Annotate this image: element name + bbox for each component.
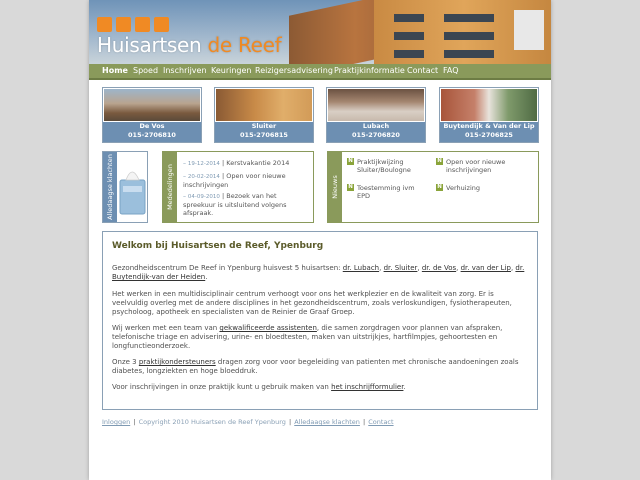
nav-keuringen[interactable]: Keuringen xyxy=(211,66,252,75)
mededeling-text: Kerstvakantie 2014 xyxy=(226,159,290,167)
news-icon: N xyxy=(437,158,442,164)
nieuws-text: Praktijkwijzing Sluiter/Boulogne xyxy=(357,158,411,174)
intro-paragraph: Gezondheidscentrum De Reef in Ypenburg huisvest 5 huisartsen: dr. Lubach, dr. Sluiter, dr. de Vos, dr. van der Lip, dr. Buytendijk-van der Heiden. xyxy=(112,264,525,281)
inschrijving-text-post: . xyxy=(403,383,406,391)
nav-contact[interactable]: Contact xyxy=(407,66,439,75)
nieuws-text: Open voor nieuwe inschrijvingen xyxy=(446,158,506,174)
footer-login-link[interactable]: Inloggen xyxy=(102,418,131,426)
doctor-photo xyxy=(104,89,200,121)
main-nav xyxy=(89,64,551,80)
assistenten-paragraph xyxy=(112,324,530,351)
nav-praktijkinformatie[interactable]: Praktijkinformatie xyxy=(334,66,405,75)
nav-inschrijven[interactable]: Inschrijven xyxy=(163,66,207,75)
intro-text: Gezondheidscentrum De Reef in Ypenburg huisvest 5 huisartsen: xyxy=(112,264,343,272)
logo-square-icon xyxy=(116,17,131,32)
pok-text-pre: Onze 3 xyxy=(112,358,139,366)
doctor-card-sluiter[interactable] xyxy=(214,87,314,143)
main-content xyxy=(102,231,538,410)
news-icon: N xyxy=(348,184,353,190)
separator: | xyxy=(221,172,225,180)
mededeling-date: 20-02-2014 xyxy=(187,174,220,180)
link-dr-de-vos[interactable]: dr. de Vos xyxy=(421,264,457,272)
footer-klachten-link[interactable]: Alledaagse klachten xyxy=(294,418,360,426)
page-title: Welkom bij Huisartsen de Reef, Ypenburg xyxy=(112,241,324,251)
doctor-photo xyxy=(328,89,424,121)
banner-building-right xyxy=(374,0,551,64)
news-icon: N xyxy=(348,158,353,164)
logo-main-text: Huisartsen xyxy=(97,33,202,57)
nav-faq[interactable]: FAQ xyxy=(443,66,459,75)
mededeling-item[interactable] xyxy=(183,159,311,168)
nieuws-tab xyxy=(328,152,342,222)
news-icon: N xyxy=(437,184,442,190)
nav-home[interactable]: Home xyxy=(102,66,128,75)
nieuws-panel xyxy=(327,151,539,223)
mededeling-item[interactable] xyxy=(183,192,311,217)
separator: | xyxy=(221,192,225,200)
nieuws-text: Verhuizing xyxy=(446,184,481,192)
assistenten-text-pre: Wij werken met een team van xyxy=(112,324,220,332)
nieuws-item[interactable] xyxy=(436,184,534,192)
logo-square-icon xyxy=(154,17,169,32)
klachten-panel[interactable] xyxy=(102,151,148,223)
nav-spoed[interactable]: Spoed xyxy=(133,66,159,75)
doctor-photo xyxy=(216,89,312,121)
nieuws-item[interactable] xyxy=(347,158,433,174)
doctor-phone: 015-2706825 xyxy=(465,131,513,139)
inschrijving-text-pre: Voor inschrijvingen in onze praktijk kunt u gebruik maken van xyxy=(112,383,332,391)
inschrijving-paragraph xyxy=(112,383,530,392)
separator: | xyxy=(362,418,366,426)
doctor-caption xyxy=(440,122,538,142)
mededeling-date: 04-09-2010 xyxy=(187,194,220,200)
link-assistenten[interactable]: gekwalificeerde assistenten xyxy=(219,324,317,332)
assistenten-text-post: , die samen zorgdragen voor plannen van afspraken, telefonische triage en advisering, urine- en bloedtesten, maken van uitstrijkjes, hartfilmpjes, gehoortesten en longfunctieonderzoek. xyxy=(112,324,503,350)
logo-square-icon xyxy=(97,17,112,32)
bullet: – xyxy=(183,160,188,167)
bullet: – xyxy=(183,193,188,200)
mededeling-text: Open voor nieuwe inschrijvingen xyxy=(183,172,286,189)
doctor-phone: 015-2706815 xyxy=(240,131,288,139)
link-praktijkondersteuners[interactable]: praktijkondersteuners xyxy=(138,358,216,366)
doctor-phone: 015-2706820 xyxy=(352,131,400,139)
mededeling-item[interactable] xyxy=(183,172,311,189)
mededeling-text: Bezoek van het spreekuur is uitsluitend volgens afspraak. xyxy=(183,192,287,217)
nieuws-item[interactable] xyxy=(347,184,433,200)
header-banner xyxy=(89,0,551,64)
doctor-caption xyxy=(103,122,201,142)
logo-accent-text: de Reef xyxy=(207,33,282,57)
tissue-box-icon xyxy=(119,160,146,216)
mededelingen-title: Mededelingen xyxy=(166,164,174,210)
nieuws-title: Nieuws xyxy=(331,175,339,199)
mededelingen-tab xyxy=(163,152,177,222)
separator: | xyxy=(133,418,136,426)
mededelingen-panel xyxy=(162,151,314,223)
multidisciplinair-paragraph: Het werken in een multidisciplinair centrum verhoogt voor ons het werkplezier en de kwaliteit van zorg. Er is veelvuldig overleg met de andere disciplines in het gezondheidscentrum, zoals verloskundigen, fysiotherapeuten, psycholoog, apotheek en specialisten van de Reinier de Graaf Groep. xyxy=(112,290,512,316)
separator: | xyxy=(221,159,225,167)
page-wrapper xyxy=(89,0,551,480)
link-dr-van-der-lip[interactable]: dr. van der Lip xyxy=(460,264,511,272)
link-dr-lubach[interactable]: dr. Lubach xyxy=(342,264,380,272)
doctor-phone: 015-2706810 xyxy=(128,131,176,139)
klachten-title: Alledaagse klachten xyxy=(106,154,114,220)
separator: | xyxy=(288,418,292,426)
doctor-name: De Vos xyxy=(139,122,165,130)
doctor-name: Buytendijk & Van der Lip xyxy=(443,122,535,130)
pok-text-post: dragen zorg voor voor begeleiding van patienten met chronische aandoeningen zoals diabetes, longziekten en hoge bloeddruk. xyxy=(112,358,519,375)
mededeling-date: 19-12-2014 xyxy=(187,161,220,167)
nav-reizigersadvisering[interactable]: Reizigersadvisering xyxy=(255,66,333,75)
doctor-card-de-vos[interactable] xyxy=(102,87,202,143)
site-logo[interactable] xyxy=(97,33,281,57)
link-dr-buytendijk[interactable]: dr. Buytendijk-van der Heiden xyxy=(112,264,525,281)
bullet: – xyxy=(183,173,188,180)
footer-copyright: Copyright 2010 Huisartsen de Reef Ypenburg xyxy=(138,418,286,426)
doctor-name: Sluiter xyxy=(251,122,277,130)
link-dr-sluiter[interactable]: dr. Sluiter xyxy=(383,264,418,272)
doctor-caption xyxy=(327,122,425,142)
footer-contact-link[interactable]: Contact xyxy=(368,418,394,426)
doctor-name: Lubach xyxy=(362,122,390,130)
doctor-card-lubach[interactable] xyxy=(326,87,426,143)
praktijkondersteuners-paragraph xyxy=(112,358,530,376)
doctor-card-buytendijk-van-der-lip[interactable] xyxy=(439,87,539,143)
doctor-caption xyxy=(215,122,313,142)
link-inschrijfformulier[interactable]: het inschrijfformulier xyxy=(331,383,404,391)
klachten-tab xyxy=(103,152,117,222)
nieuws-item[interactable] xyxy=(436,158,534,174)
footer xyxy=(102,418,394,426)
doctor-photo xyxy=(441,89,537,121)
nieuws-text: Toestemming ivm EPD xyxy=(357,184,415,200)
logo-square-icon xyxy=(135,17,150,32)
